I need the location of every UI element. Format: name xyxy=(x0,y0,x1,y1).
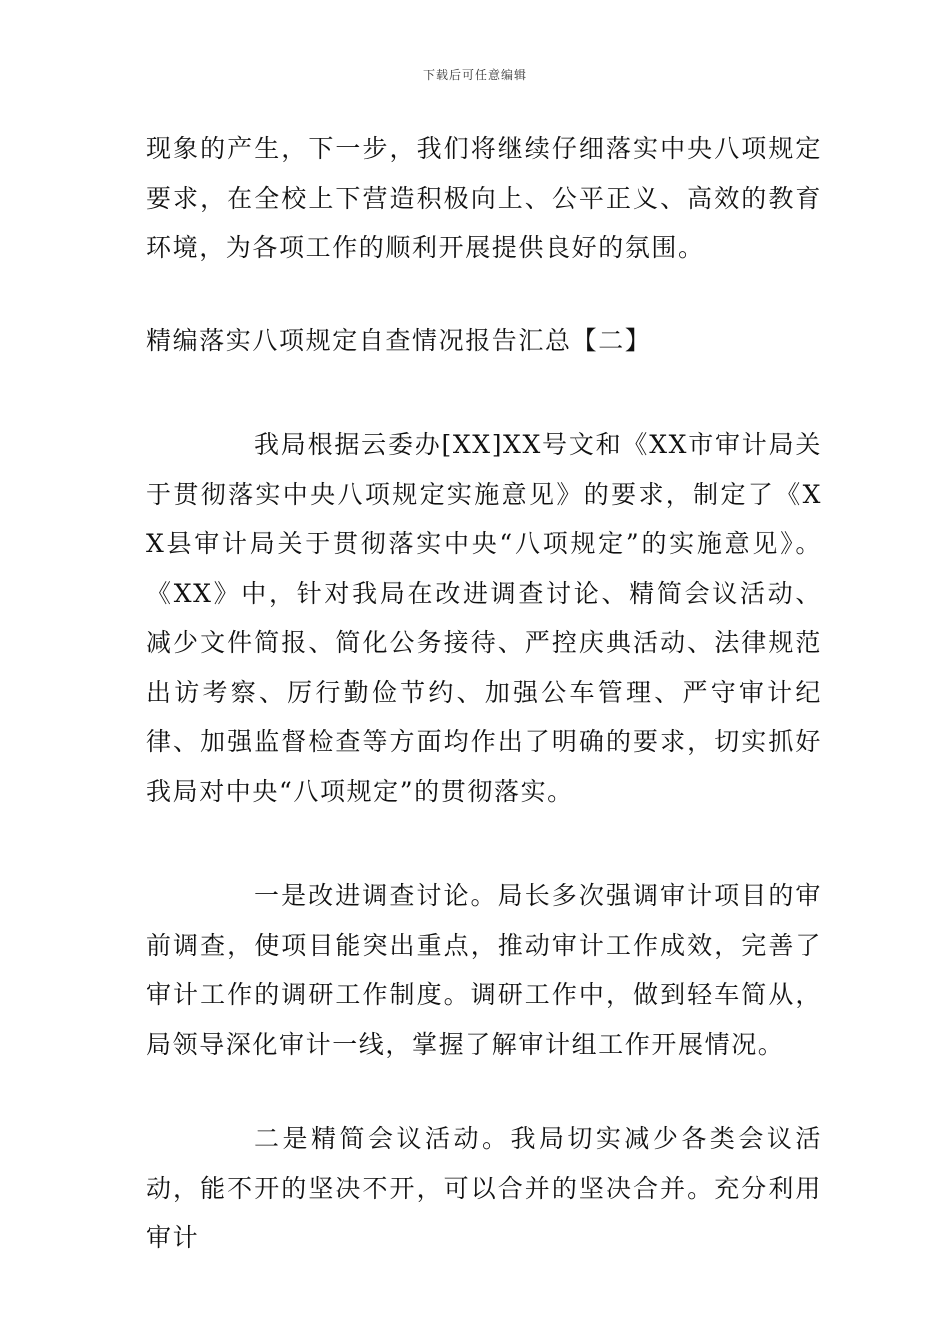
paragraph-continuation: 现象的产生，下一步，我们将继续仔细落实中央八项规定要求，在全校上下营造积极向上、公平正义、高效的教育环境，为各项工作的顺利开展提供良好的氛围。 xyxy=(146,134,822,262)
paragraph-point-one: 一是改进调查讨论。局长多次强调审计项目的审前调查，使项目能突出重点，推动审计工作成效，完善了审计工作的调研工作制度。调研工作中，做到轻车简从，局领导深化审计一线，掌握了解审计组工作开展情况。 xyxy=(146,881,822,1059)
section-heading: 精编落实八项规定自查情况报告汇总【二】 xyxy=(146,325,652,355)
document-body xyxy=(146,124,822,1263)
page-header-note: 下载后可任意编辑 xyxy=(422,68,527,82)
paragraph-point-two: 二是精简会议活动。我局切实减少各类会议活动，能不开的坚决不开，可以合并的坚决合并。充分利用审计 xyxy=(146,1124,822,1252)
paragraph-intro: 我局根据云委办[XX]XX号文和《XX市审计局关于贯彻落实中央八项规定实施意见》的要求，制定了《XX县审计局关于贯彻落实中央“八项规定”的实施意见》。《XX》中，针对我局在改进调查讨论、精简会议活动、减少文件简报、简化公务接待、严控庆典活动、法律规范出访考察、厉行勤俭节约、加强公车管理、严守审计纪律、加强监督检查等方面均作出了明确的要求，切实抓好我局对中央“八项规定”的贯彻落实。 xyxy=(146,430,822,806)
